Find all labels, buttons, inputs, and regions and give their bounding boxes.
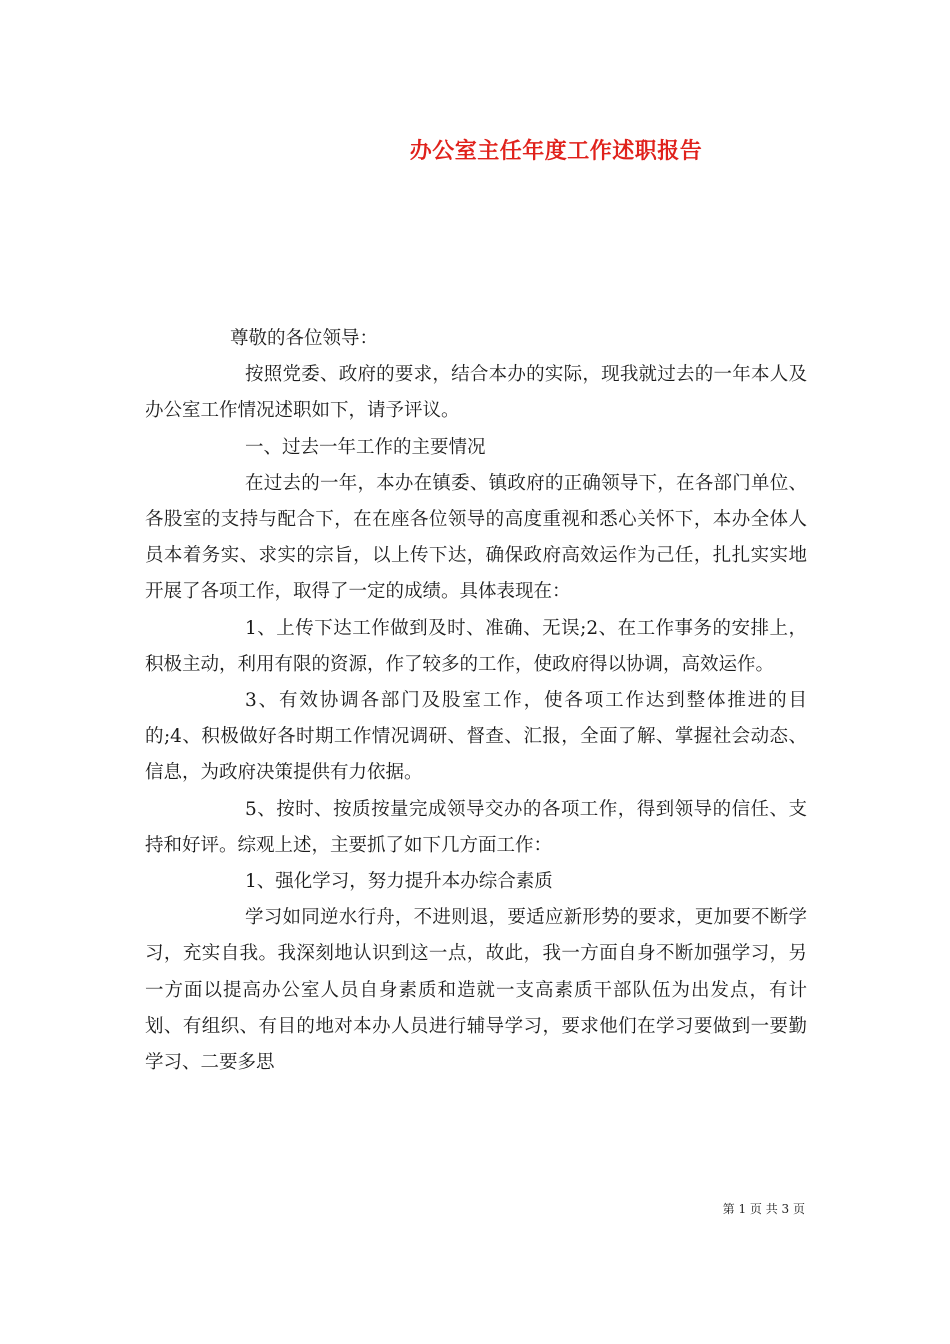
paragraph: 按照党委、政府的要求，结合本办的实际，现我就过去的一年本人及办公室工作情况述职如下，请予评议。 bbox=[145, 364, 807, 422]
section-heading: 一、过去一年工作的主要情况 bbox=[245, 436, 486, 458]
paragraph: 3、有效协调各部门及股室工作，使各项工作达到整体推进的目的;4、积极做好各时期工作情况调研、督查、汇报，全面了解、掌握社会动态、信息，为政府决策提供有力依据。 bbox=[145, 690, 807, 784]
greeting: 尊敬的各位领导： bbox=[230, 328, 379, 349]
paragraph: 学习如同逆水行舟，不进则退，要适应新形势的要求，更加要不断学习，充实自我。我深刻地认识到这一点，故此，我一方面自身不断加强学习，另一方面以提高办公室人员自身素质和造就一支高素质干部队伍为出发点，有计划、有组织、有目的地对本办人员进行辅导学习，要求他们在学习要做到一要勤学习、二要多思 bbox=[145, 907, 807, 1074]
document-body bbox=[145, 321, 807, 1081]
paragraph: 在过去的一年，本办在镇委、镇政府的正确领导下，在各部门单位、各股室的支持与配合下，在在座各位领导的高度重视和悉心关怀下，本办全体人员本着务实、求实的宗旨，以上传下达，确保政府高效运作为己任，扎扎实实地开展了各项工作，取得了一定的成绩。具体表现在： bbox=[145, 472, 807, 603]
paragraph: 5、按时、按质按量完成领导交办的各项工作，得到领导的信任、支持和好评。综观上述，主要抓了如下几方面工作： bbox=[145, 798, 807, 856]
paragraph: 1、上传下达工作做到及时、准确、无误;2、在工作事务的安排上，积极主动，利用有限的资源，作了较多的工作，使政府得以协调，高效运作。 bbox=[145, 617, 807, 675]
page-footer: 第 1 页 共 3 页 bbox=[722, 1202, 805, 1216]
document-title: 办公室主任年度工作述职报告 bbox=[409, 138, 703, 164]
subsection-heading: 1、强化学习，努力提升本办综合素质 bbox=[245, 871, 553, 893]
